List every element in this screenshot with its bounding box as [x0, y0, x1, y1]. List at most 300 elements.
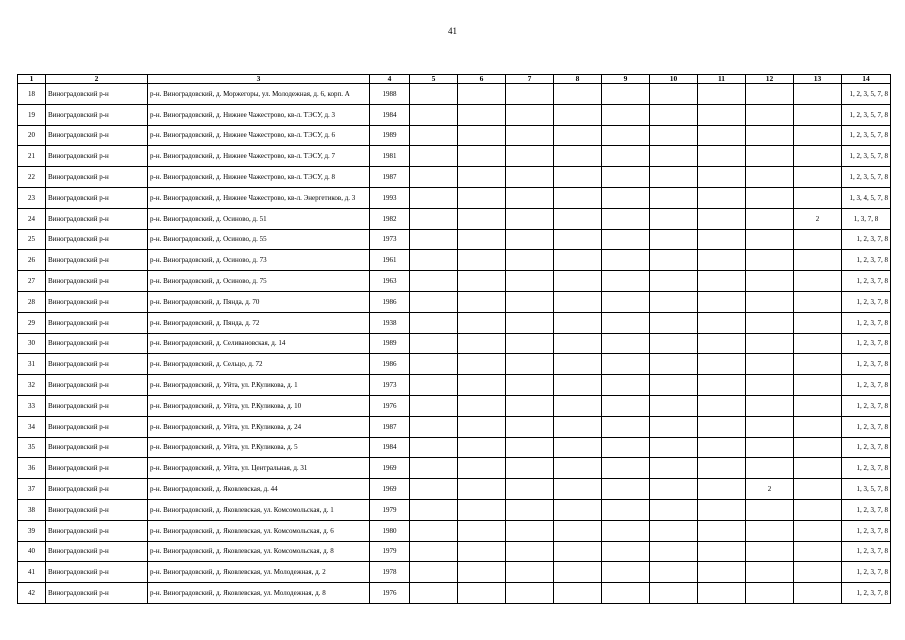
col10-cell: [650, 104, 698, 125]
col11-cell: [698, 229, 746, 250]
col10-cell: [650, 167, 698, 188]
col11-cell: [698, 167, 746, 188]
col7-cell: [506, 125, 554, 146]
codes-cell: 1, 3, 5, 7, 8: [842, 479, 891, 500]
codes-cell: 1, 2, 3, 7, 8: [842, 291, 891, 312]
year-cell: 1987: [370, 167, 410, 188]
address-cell: р-н. Виноградовский, д. Осиново, д. 73: [148, 250, 370, 271]
row-number-cell: 42: [18, 583, 46, 604]
table-row: [18, 562, 891, 583]
table-row: [18, 229, 891, 250]
col11-cell: [698, 291, 746, 312]
codes-cell: 1, 2, 3, 5, 7, 8: [842, 104, 891, 125]
col13-cell: [794, 229, 842, 250]
col11-cell: [698, 437, 746, 458]
col9-cell: [602, 541, 650, 562]
col5-cell: [410, 125, 458, 146]
col10-cell: [650, 333, 698, 354]
year-cell: 1989: [370, 333, 410, 354]
district-cell: Виноградовский р-н: [46, 541, 148, 562]
col13-cell: [794, 499, 842, 520]
col9-cell: [602, 479, 650, 500]
col7-cell: [506, 437, 554, 458]
year-cell: 1984: [370, 437, 410, 458]
col6-cell: [458, 375, 506, 396]
district-cell: Виноградовский р-н: [46, 520, 148, 541]
col6-cell: [458, 208, 506, 229]
col5-cell: [410, 250, 458, 271]
table-row: [18, 167, 891, 188]
col8-cell: [554, 583, 602, 604]
col11-cell: [698, 312, 746, 333]
year-cell: 1973: [370, 375, 410, 396]
col7-cell: [506, 416, 554, 437]
row-number-cell: 25: [18, 229, 46, 250]
col12-cell: [746, 562, 794, 583]
col9-cell: [602, 125, 650, 146]
col8-cell: [554, 354, 602, 375]
table-row: [18, 187, 891, 208]
col6-cell: [458, 146, 506, 167]
table-row: [18, 146, 891, 167]
year-cell: 1978: [370, 562, 410, 583]
col7-cell: [506, 187, 554, 208]
col13-cell: [794, 104, 842, 125]
col8-cell: [554, 125, 602, 146]
row-number-cell: 28: [18, 291, 46, 312]
col10-cell: [650, 583, 698, 604]
col6-cell: [458, 250, 506, 271]
col13-cell: [794, 333, 842, 354]
row-number-cell: 18: [18, 84, 46, 105]
col12-cell: [746, 167, 794, 188]
col11-cell: [698, 333, 746, 354]
col6-cell: [458, 437, 506, 458]
address-cell: р-н. Виноградовский, д. Пянда, д. 72: [148, 312, 370, 333]
col13-cell: [794, 271, 842, 292]
col13-cell: [794, 458, 842, 479]
col9-cell: [602, 416, 650, 437]
col5-cell: [410, 187, 458, 208]
col7-cell: [506, 291, 554, 312]
col5-cell: [410, 520, 458, 541]
col10-cell: [650, 562, 698, 583]
table-row: [18, 250, 891, 271]
address-cell: р-н. Виноградовский, д. Моржегоры, ул. Молодежная, д. 6, корп. А: [148, 84, 370, 105]
codes-cell: 1, 2, 3, 7, 8: [842, 520, 891, 541]
col6-cell: [458, 104, 506, 125]
codes-cell: 1, 2, 3, 7, 8: [842, 354, 891, 375]
col10-cell: [650, 208, 698, 229]
col6-cell: [458, 167, 506, 188]
col10-cell: [650, 395, 698, 416]
col11-cell: [698, 541, 746, 562]
address-cell: р-н. Виноградовский, д. Нижнее Чажестрово, кв-л. ТЭСУ, д. 3: [148, 104, 370, 125]
year-cell: 1961: [370, 250, 410, 271]
col11-cell: [698, 125, 746, 146]
col6-cell: [458, 520, 506, 541]
col10-cell: [650, 250, 698, 271]
codes-cell: 1, 2, 3, 7, 8: [842, 583, 891, 604]
page-number: 41: [448, 26, 457, 36]
row-number-cell: 33: [18, 395, 46, 416]
col10-cell: [650, 416, 698, 437]
col10-cell: [650, 146, 698, 167]
table-row: [18, 499, 891, 520]
col10-cell: [650, 437, 698, 458]
year-cell: 1986: [370, 291, 410, 312]
row-number-cell: 40: [18, 541, 46, 562]
col13-cell: [794, 479, 842, 500]
col10-cell: [650, 271, 698, 292]
col12-cell: [746, 583, 794, 604]
year-cell: 1989: [370, 125, 410, 146]
col8-cell: [554, 479, 602, 500]
row-number-cell: 32: [18, 375, 46, 396]
col11-cell: [698, 84, 746, 105]
col5-cell: [410, 271, 458, 292]
col9-cell: [602, 520, 650, 541]
col7-cell: [506, 229, 554, 250]
col5-cell: [410, 499, 458, 520]
district-cell: Виноградовский р-н: [46, 104, 148, 125]
year-cell: 1976: [370, 395, 410, 416]
col12-cell: [746, 291, 794, 312]
col7-cell: [506, 84, 554, 105]
col9-cell: [602, 104, 650, 125]
col5-cell: [410, 167, 458, 188]
row-number-cell: 19: [18, 104, 46, 125]
col7-cell: [506, 271, 554, 292]
district-cell: Виноградовский р-н: [46, 312, 148, 333]
col12-cell: [746, 375, 794, 396]
column-header: 3: [148, 75, 370, 84]
col5-cell: [410, 354, 458, 375]
col10-cell: [650, 312, 698, 333]
col8-cell: [554, 499, 602, 520]
row-number-cell: 26: [18, 250, 46, 271]
table-row: [18, 458, 891, 479]
district-cell: Виноградовский р-н: [46, 125, 148, 146]
year-cell: 1986: [370, 354, 410, 375]
column-header: 10: [650, 75, 698, 84]
col5-cell: [410, 208, 458, 229]
district-cell: Виноградовский р-н: [46, 395, 148, 416]
col12-cell: [746, 499, 794, 520]
col11-cell: [698, 250, 746, 271]
year-cell: 1979: [370, 499, 410, 520]
col10-cell: [650, 84, 698, 105]
year-cell: 1984: [370, 104, 410, 125]
row-number-cell: 35: [18, 437, 46, 458]
col6-cell: [458, 291, 506, 312]
col12-cell: [746, 271, 794, 292]
col13-cell: [794, 416, 842, 437]
col6-cell: [458, 84, 506, 105]
year-cell: 1973: [370, 229, 410, 250]
year-cell: 1982: [370, 208, 410, 229]
codes-cell: 1, 2, 3, 7, 8: [842, 437, 891, 458]
district-cell: Виноградовский р-н: [46, 437, 148, 458]
address-cell: р-н. Виноградовский, д. Нижнее Чажестрово, кв-л. ТЭСУ, д. 8: [148, 167, 370, 188]
col7-cell: [506, 146, 554, 167]
col6-cell: [458, 583, 506, 604]
row-number-cell: 23: [18, 187, 46, 208]
district-cell: Виноградовский р-н: [46, 562, 148, 583]
col11-cell: [698, 395, 746, 416]
col5-cell: [410, 458, 458, 479]
col13-cell: [794, 167, 842, 188]
col8-cell: [554, 458, 602, 479]
col8-cell: [554, 291, 602, 312]
col9-cell: [602, 291, 650, 312]
address-cell: р-н. Виноградовский, д. Яковлевская, ул. Комсомольская, д. 6: [148, 520, 370, 541]
col11-cell: [698, 499, 746, 520]
col13-cell: [794, 125, 842, 146]
address-cell: р-н. Виноградовский, д. Яковлевская, ул. Молодежная, д. 2: [148, 562, 370, 583]
codes-cell: 1, 2, 3, 5, 7, 8: [842, 84, 891, 105]
col7-cell: [506, 104, 554, 125]
year-cell: 1988: [370, 84, 410, 105]
col13-cell: [794, 395, 842, 416]
address-cell: р-н. Виноградовский, д. Уйта, ул. Р.Куликова, д. 10: [148, 395, 370, 416]
table-body: [18, 84, 891, 604]
col8-cell: [554, 520, 602, 541]
codes-cell: 1, 2, 3, 7, 8: [842, 271, 891, 292]
col12-cell: [746, 84, 794, 105]
col9-cell: [602, 499, 650, 520]
col8-cell: [554, 375, 602, 396]
district-cell: Виноградовский р-н: [46, 250, 148, 271]
col5-cell: [410, 395, 458, 416]
codes-cell: 1, 2, 3, 7, 8: [842, 458, 891, 479]
column-header: 6: [458, 75, 506, 84]
district-cell: Виноградовский р-н: [46, 375, 148, 396]
table-row: [18, 437, 891, 458]
col10-cell: [650, 499, 698, 520]
col7-cell: [506, 562, 554, 583]
col6-cell: [458, 458, 506, 479]
col13-cell: [794, 354, 842, 375]
column-header: 7: [506, 75, 554, 84]
col6-cell: [458, 499, 506, 520]
col7-cell: [506, 250, 554, 271]
district-cell: Виноградовский р-н: [46, 416, 148, 437]
col10-cell: [650, 291, 698, 312]
address-cell: р-н. Виноградовский, д. Осиново, д. 75: [148, 271, 370, 292]
col11-cell: [698, 520, 746, 541]
address-cell: р-н. Виноградовский, д. Сельцо, д. 72: [148, 354, 370, 375]
col13-cell: [794, 312, 842, 333]
col9-cell: [602, 146, 650, 167]
address-cell: р-н. Виноградовский, д. Уйта, ул. Центральная, д. 31: [148, 458, 370, 479]
col8-cell: [554, 208, 602, 229]
district-cell: Виноградовский р-н: [46, 499, 148, 520]
column-header: 8: [554, 75, 602, 84]
address-cell: р-н. Виноградовский, д. Уйта, ул. Р.Куликова, д. 24: [148, 416, 370, 437]
col10-cell: [650, 479, 698, 500]
row-number-cell: 41: [18, 562, 46, 583]
col5-cell: [410, 333, 458, 354]
table-row: [18, 271, 891, 292]
table-row: [18, 333, 891, 354]
row-number-cell: 31: [18, 354, 46, 375]
col6-cell: [458, 541, 506, 562]
address-cell: р-н. Виноградовский, д. Нижнее Чажестрово, кв-л. Энергетиков, д. 3: [148, 187, 370, 208]
col11-cell: [698, 583, 746, 604]
col9-cell: [602, 437, 650, 458]
codes-cell: 1, 2, 3, 7, 8: [842, 375, 891, 396]
year-cell: 1979: [370, 541, 410, 562]
col13-cell: [794, 541, 842, 562]
col8-cell: [554, 187, 602, 208]
district-cell: Виноградовский р-н: [46, 458, 148, 479]
col9-cell: [602, 84, 650, 105]
col12-cell: [746, 312, 794, 333]
col11-cell: [698, 104, 746, 125]
table-row: [18, 520, 891, 541]
col5-cell: [410, 479, 458, 500]
col6-cell: [458, 562, 506, 583]
col6-cell: [458, 479, 506, 500]
column-header: 4: [370, 75, 410, 84]
district-cell: Виноградовский р-н: [46, 479, 148, 500]
col6-cell: [458, 333, 506, 354]
table-row: [18, 375, 891, 396]
col7-cell: [506, 312, 554, 333]
address-cell: р-н. Виноградовский, д. Селивановская, д. 14: [148, 333, 370, 354]
col13-cell: [794, 291, 842, 312]
col11-cell: [698, 416, 746, 437]
address-cell: р-н. Виноградовский, д. Нижнее Чажестрово, кв-л. ТЭСУ, д. 7: [148, 146, 370, 167]
col12-cell: [746, 125, 794, 146]
col7-cell: [506, 375, 554, 396]
col8-cell: [554, 437, 602, 458]
col9-cell: [602, 458, 650, 479]
codes-cell: 1, 3, 4, 5, 7, 8: [842, 187, 891, 208]
col11-cell: [698, 271, 746, 292]
codes-cell: 1, 3, 7, 8: [842, 208, 891, 229]
col7-cell: [506, 354, 554, 375]
col12-cell: [746, 541, 794, 562]
address-cell: р-н. Виноградовский, д. Уйта, ул. Р.Куликова, д. 5: [148, 437, 370, 458]
col9-cell: [602, 395, 650, 416]
col8-cell: [554, 562, 602, 583]
col8-cell: [554, 229, 602, 250]
col5-cell: [410, 437, 458, 458]
col6-cell: [458, 125, 506, 146]
col7-cell: [506, 479, 554, 500]
col9-cell: [602, 250, 650, 271]
col5-cell: [410, 583, 458, 604]
column-header: 11: [698, 75, 746, 84]
column-header: 2: [46, 75, 148, 84]
table-row: [18, 354, 891, 375]
col8-cell: [554, 395, 602, 416]
col6-cell: [458, 416, 506, 437]
col5-cell: [410, 146, 458, 167]
header-row: [18, 75, 891, 84]
codes-cell: 1, 2, 3, 7, 8: [842, 395, 891, 416]
year-cell: 1938: [370, 312, 410, 333]
col7-cell: [506, 208, 554, 229]
col9-cell: [602, 333, 650, 354]
col10-cell: [650, 187, 698, 208]
codes-cell: 1, 2, 3, 7, 8: [842, 250, 891, 271]
table-row: [18, 416, 891, 437]
column-header: 12: [746, 75, 794, 84]
column-header: 5: [410, 75, 458, 84]
table-row: [18, 479, 891, 500]
col9-cell: [602, 562, 650, 583]
col6-cell: [458, 395, 506, 416]
column-header: 1: [18, 75, 46, 84]
address-cell: р-н. Виноградовский, д. Яковлевская, ул. Комсомольская, д. 1: [148, 499, 370, 520]
col7-cell: [506, 333, 554, 354]
row-number-cell: 38: [18, 499, 46, 520]
col9-cell: [602, 354, 650, 375]
col5-cell: [410, 84, 458, 105]
table-row: [18, 583, 891, 604]
col12-cell: [746, 187, 794, 208]
address-cell: р-н. Виноградовский, д. Нижнее Чажестрово, кв-л. ТЭСУ, д. 6: [148, 125, 370, 146]
year-cell: 1993: [370, 187, 410, 208]
col11-cell: [698, 354, 746, 375]
row-number-cell: 37: [18, 479, 46, 500]
district-cell: Виноградовский р-н: [46, 333, 148, 354]
codes-cell: 1, 2, 3, 7, 8: [842, 499, 891, 520]
col7-cell: [506, 583, 554, 604]
col8-cell: [554, 541, 602, 562]
district-cell: Виноградовский р-н: [46, 187, 148, 208]
codes-cell: 1, 2, 3, 7, 8: [842, 541, 891, 562]
col11-cell: [698, 562, 746, 583]
row-number-cell: 27: [18, 271, 46, 292]
district-cell: Виноградовский р-н: [46, 167, 148, 188]
col5-cell: [410, 291, 458, 312]
year-cell: 1981: [370, 146, 410, 167]
row-number-cell: 34: [18, 416, 46, 437]
col13-cell: [794, 375, 842, 396]
row-number-cell: 29: [18, 312, 46, 333]
col12-cell: [746, 250, 794, 271]
district-cell: Виноградовский р-н: [46, 84, 148, 105]
year-cell: 1969: [370, 458, 410, 479]
col12-cell: [746, 395, 794, 416]
year-cell: 1969: [370, 479, 410, 500]
col8-cell: [554, 167, 602, 188]
address-cell: р-н. Виноградовский, д. Осиново, д. 55: [148, 229, 370, 250]
col8-cell: [554, 104, 602, 125]
col10-cell: [650, 520, 698, 541]
col5-cell: [410, 104, 458, 125]
district-cell: Виноградовский р-н: [46, 229, 148, 250]
codes-cell: 1, 2, 3, 7, 8: [842, 416, 891, 437]
codes-cell: 1, 2, 3, 7, 8: [842, 229, 891, 250]
col7-cell: [506, 499, 554, 520]
col11-cell: [698, 208, 746, 229]
col9-cell: [602, 208, 650, 229]
table-row: [18, 208, 891, 229]
housing-register-table: [17, 74, 891, 604]
col12-cell: [746, 437, 794, 458]
col8-cell: [554, 250, 602, 271]
table-row: [18, 541, 891, 562]
col12-cell: 2: [746, 479, 794, 500]
col8-cell: [554, 416, 602, 437]
col13-cell: [794, 146, 842, 167]
year-cell: 1976: [370, 583, 410, 604]
